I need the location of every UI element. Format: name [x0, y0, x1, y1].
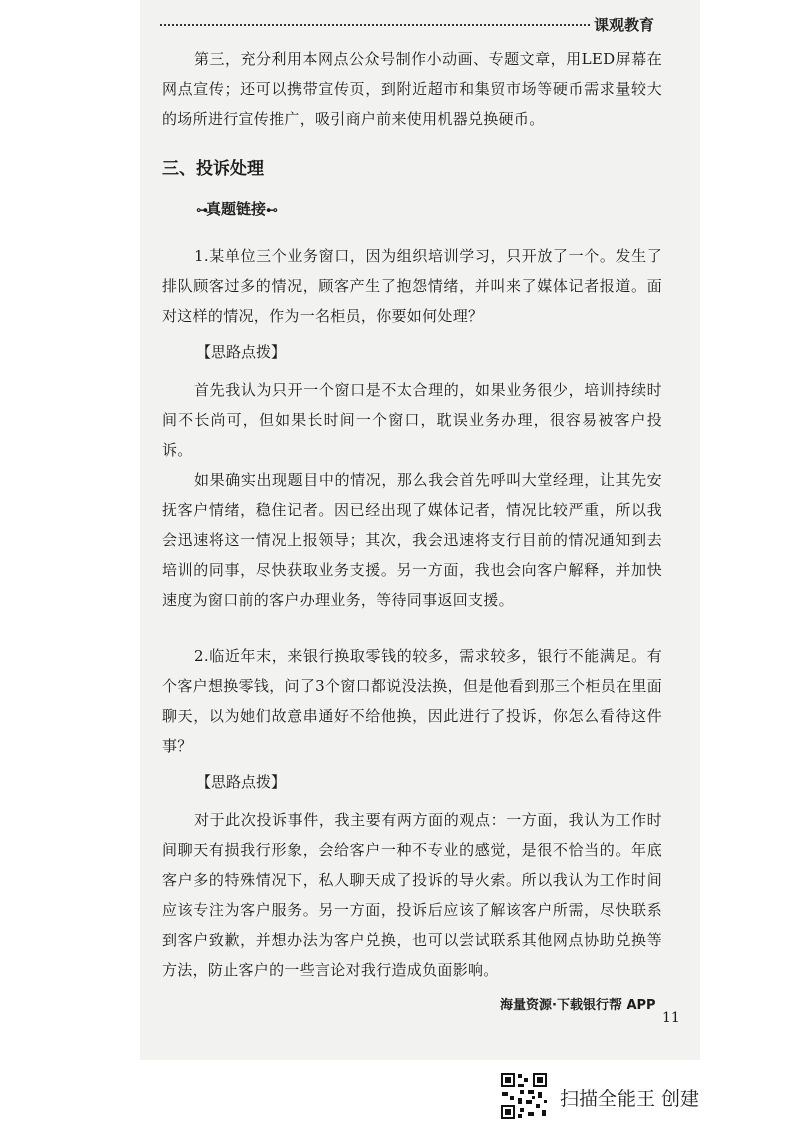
- hint-label: 【思路点拨】: [196, 343, 287, 361]
- ornament-left-icon: ⊶: [196, 203, 206, 217]
- answer-paragraph: 对于此次投诉事件，我主要有两方面的观点：一方面，我认为工作时间聊天有损我行形象，会给客户一种不专业的感觉，是很不恰当的。年底客户多的特殊情况下，私人聊天成了投诉的导火索。所以我认为工作时间应该专注为客户服务。另一方面，投诉后应该了解该客户所需，尽快联系到客户致歉，并想办法为客户兑换，也可以尝试联系其他网点协助兑换等方法，防止客户的一些言论对我行造成负面影响。: [162, 811, 662, 979]
- question-block-1: [162, 241, 662, 615]
- answer-paragraph: 如果确实出现题目中的情况，那么我会首先呼叫大堂经理，让其先安抚客户情绪，稳住记者。因已经出现了媒体记者，情况比较严重，所以我会迅速将这一情况上报领导；其次，我会迅速将支行目前的情况通知到去培训的同事，尽快获取业务支援。另一方面，我也会向客户解释，并加快速度为窗口前的客户办理业务，等待同事返回支援。: [162, 471, 662, 609]
- page-content: [162, 44, 662, 985]
- intro-paragraph: 第三，充分利用本网点公众号制作小动画、专题文章，用LED屏幕在网点宣传；还可以携带宣传页，到附近超市和集贸市场等硬币需求量较大的场所进行宣传推广，吸引商户前来使用机器兑换硬币。: [162, 50, 662, 128]
- header-dotted-rule: [160, 24, 590, 26]
- qr-code-icon: [500, 1072, 548, 1120]
- header-brand: 课观教育: [594, 16, 655, 34]
- section-title: 三、投诉处理: [162, 159, 264, 179]
- question-block-2: [162, 641, 662, 985]
- scanner-watermark: 扫描全能王 创建: [560, 1088, 700, 1110]
- ornament-right-icon: ⊷: [266, 203, 277, 217]
- question-text: 2.临近年末，来银行换取零钱的较多，需求较多，银行不能满足。有个客户想换零钱，问了3个窗口都说没法换，但是他看到那三个柜员在里面聊天，以为她们故意串通好不给他换，因此进行了投诉，你怎么看待这件事？: [162, 647, 662, 755]
- hint-label: 【思路点拨】: [196, 773, 287, 791]
- link-title-row: [196, 194, 662, 225]
- answer-paragraph: 首先我认为只开一个窗口是不太合理的，如果业务很少，培训持续时间不长尚可，但如果长时间一个窗口，耽误业务办理，很容易被客户投诉。: [162, 381, 662, 459]
- page-number: 11: [662, 1010, 680, 1026]
- question-text: 1.某单位三个业务窗口，因为组织培训学习，只开放了一个。发生了排队顾客过多的情况，顾客产生了抱怨情绪，并叫来了媒体记者报道。面对这样的情况，作为一名柜员，你要如何处理？: [162, 247, 662, 325]
- footer-note: 海量资源·下载银行帮 APP: [500, 998, 656, 1013]
- link-title: 真题链接: [206, 200, 267, 218]
